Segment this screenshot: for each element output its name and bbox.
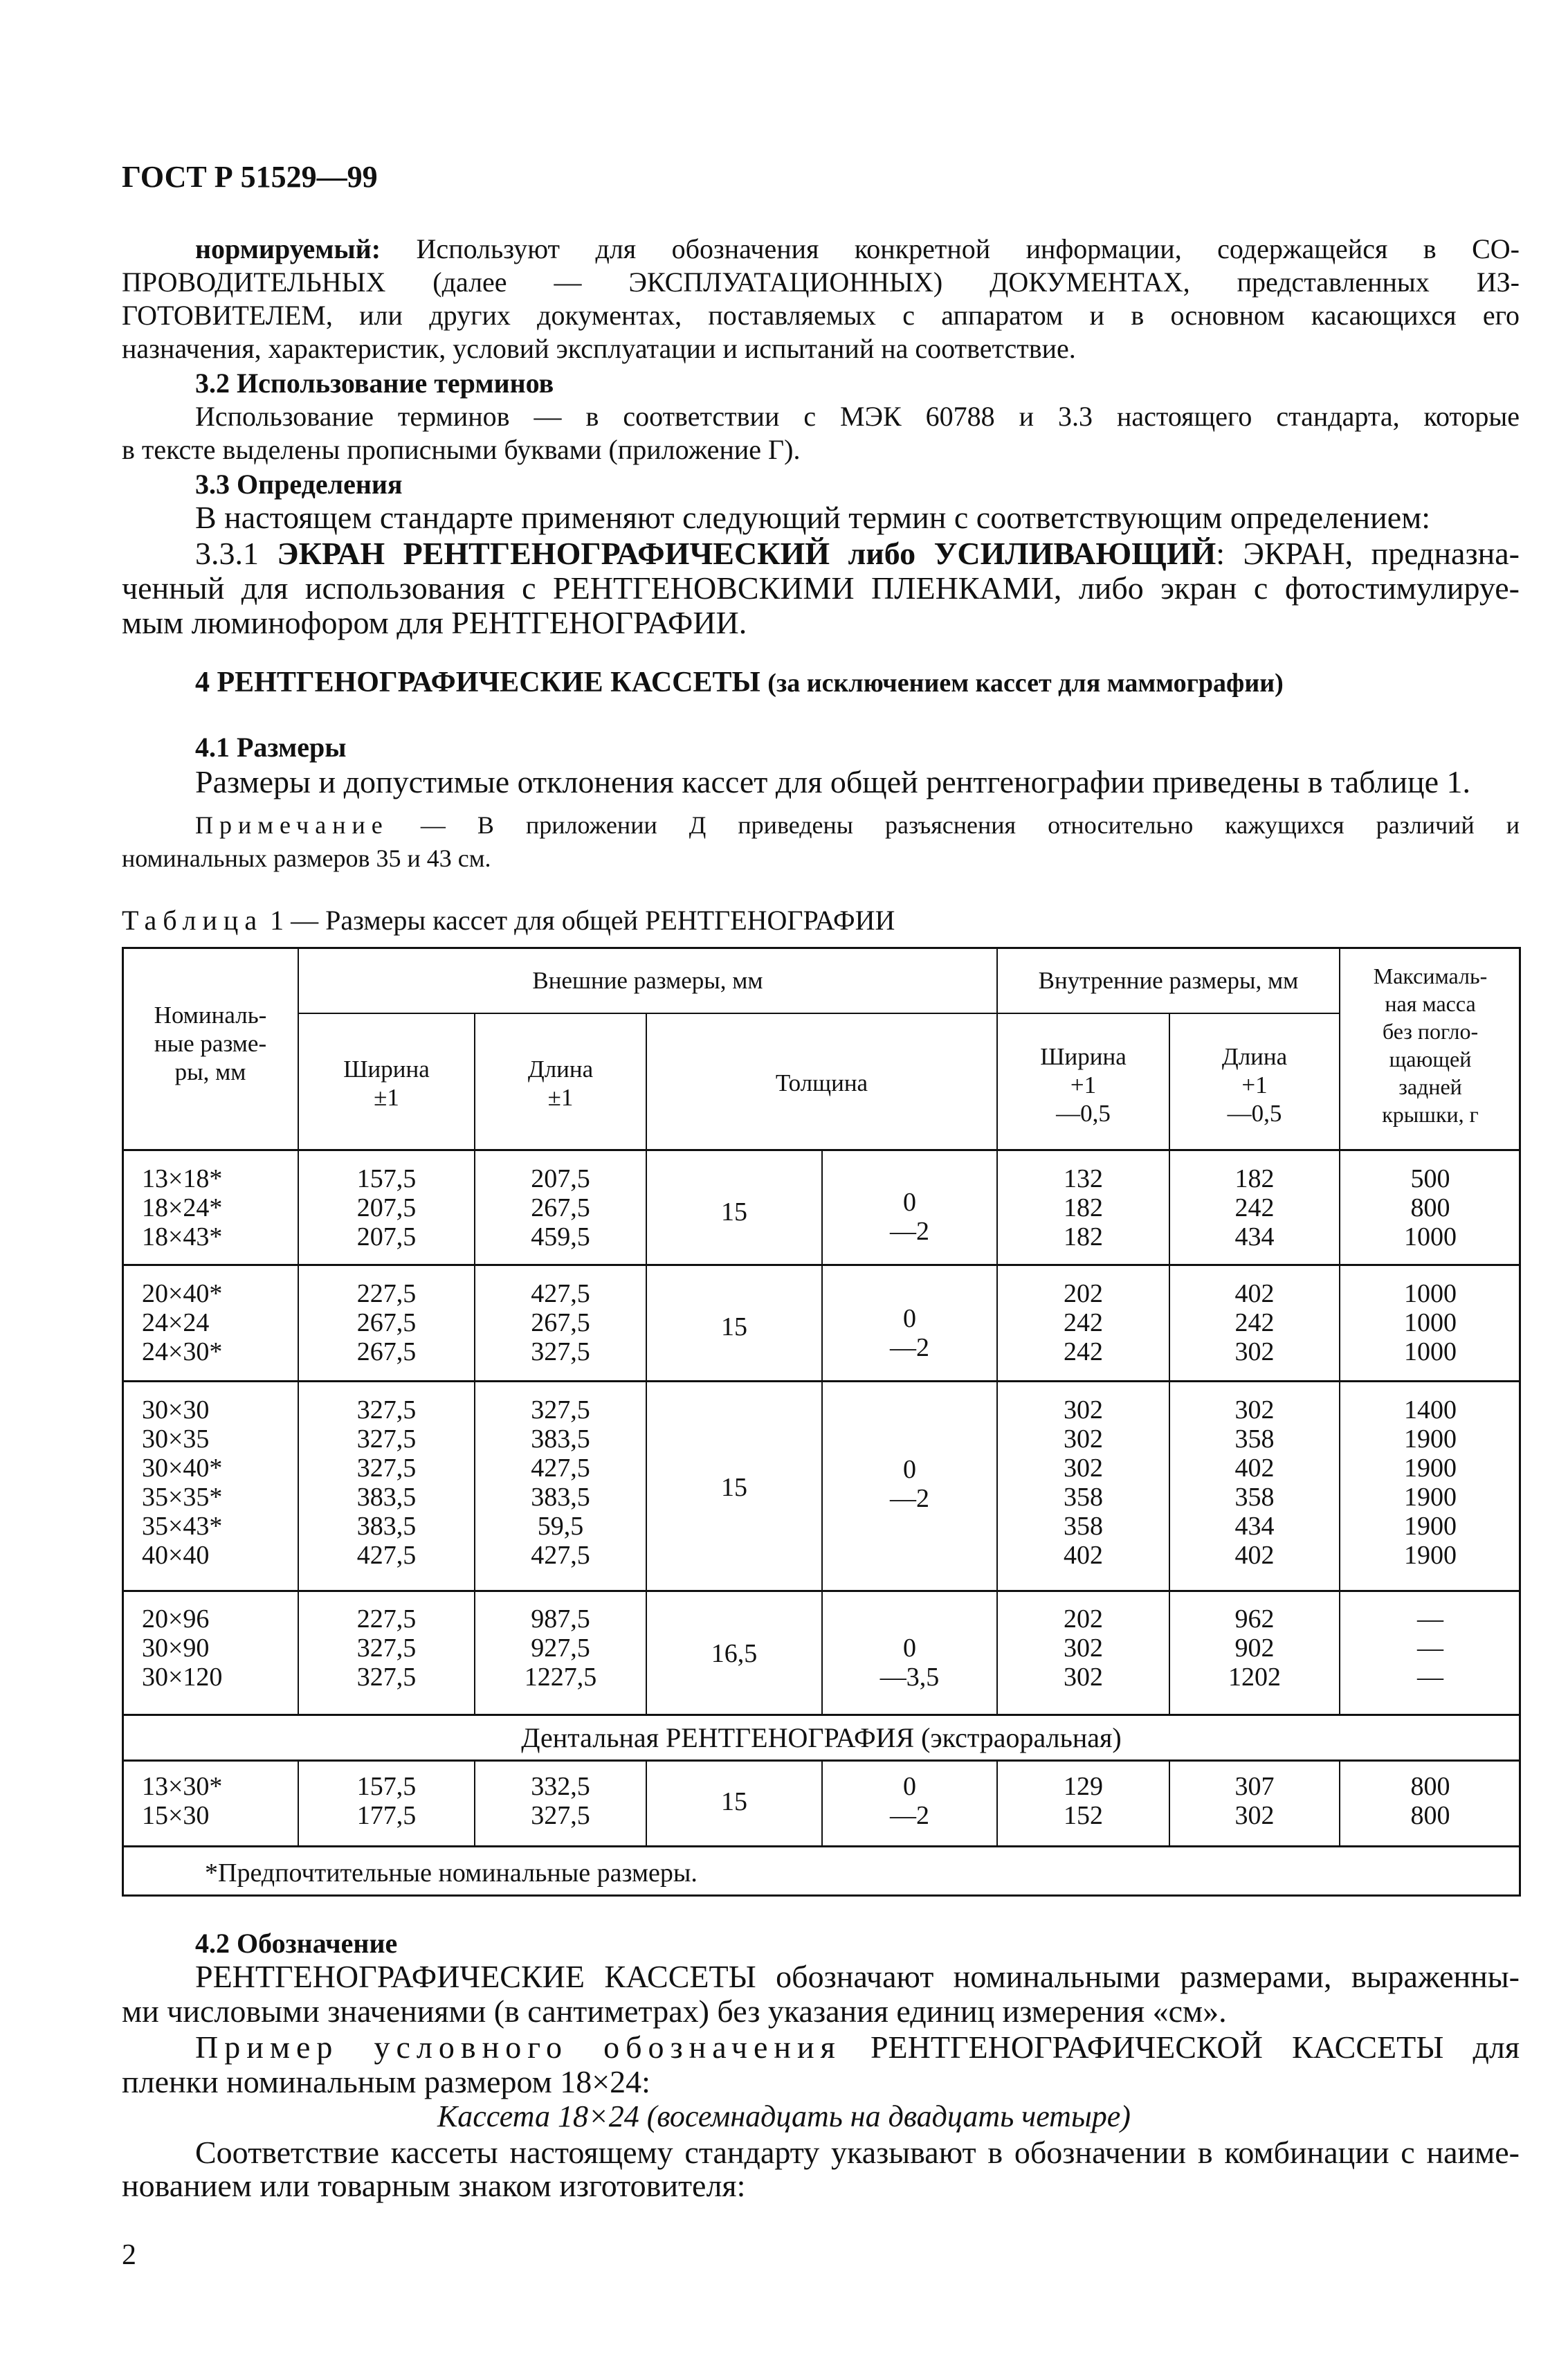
compliance-line-2: нованием или товарным знаком изготовителя: <box>122 2168 746 2203</box>
group-2-inner-width: 202 242 242 <box>1064 1279 1103 1366</box>
table-caption <box>122 904 895 937</box>
definition-or: либо <box>848 536 916 571</box>
group-1-tolerance: 0 —2 <box>890 1188 929 1246</box>
intro-line-3: ГОТОВИТЕЛЕМ, или других документах, поставляемых с аппаратом и в основном касающихся его <box>122 300 1520 331</box>
dental-mass: 800 800 <box>1410 1772 1450 1830</box>
s41-line: Размеры и допустимые отклонения кассет для общей рентгенографии приведены в таблице 1. <box>195 764 1471 799</box>
header-inner-length: Длина +1 —0,5 <box>1221 1043 1288 1127</box>
group-3-nominal: 30×30 30×35 30×40* 35×35* 35×43* 40×40 <box>142 1395 223 1570</box>
group-2-outer-length: 427,5 267,5 327,5 <box>531 1279 590 1366</box>
definition-line-3: мым люминофором для РЕНТГЕНОГРАФИИ. <box>122 605 747 640</box>
group-1-outer-length: 207,5 267,5 459,5 <box>531 1164 590 1251</box>
dental-inner-length: 307 302 <box>1234 1772 1275 1830</box>
group-2-thickness: 15 <box>721 1312 747 1341</box>
group-2-outer-width: 227,5 267,5 267,5 <box>356 1279 417 1366</box>
group-3-tolerance: 0 —2 <box>890 1455 929 1513</box>
table-label: Таблица <box>122 905 264 936</box>
definition-line-2: ченный для использования с РЕНТГЕНОВСКИМИ ПЛЕНКАМИ, либо экран с фотостимулируе- <box>122 570 1520 606</box>
group-4-nominal: 20×96 30×90 30×120 <box>142 1604 223 1692</box>
term-label: нормируемый: <box>195 233 381 264</box>
section-3-2-heading: 3.2 Использование терминов <box>195 368 554 399</box>
dental-tolerance: 0 —2 <box>890 1772 929 1830</box>
group-1-mass: 500 800 1000 <box>1404 1164 1457 1251</box>
header-outer: Внешние размеры, мм <box>532 967 763 994</box>
group-3-mass: 1400 1900 1900 1900 1900 1900 <box>1404 1395 1457 1570</box>
dental-inner-width: 129 152 <box>1064 1772 1103 1830</box>
table-rule <box>122 1714 1521 1716</box>
section-4-number: 4 <box>195 667 210 698</box>
table-rule <box>646 1013 647 1714</box>
group-2-mass: 1000 1000 1000 <box>1404 1279 1457 1366</box>
header-thickness: Толщина <box>775 1069 868 1096</box>
table-footnote: *Предпочтительные номинальные размеры. <box>205 1858 698 1888</box>
group-4-inner-length: 962 902 1202 <box>1228 1604 1281 1692</box>
compliance-line-1: Соответствие кассеты настоящему стандарту указывают в обозначении в комбинации с наиме- <box>195 2135 1520 2170</box>
intro-line-1 <box>195 233 1520 266</box>
example-line-2: пленки номинальным размером 18×24: <box>122 2064 650 2099</box>
table-rule <box>298 1013 1340 1014</box>
dental-thickness: 15 <box>721 1787 747 1816</box>
definition-number: 3.3.1 <box>195 536 259 571</box>
s33-line: В настоящем стандарте применяют следующий термин с соответствующим определением: <box>195 500 1431 535</box>
group-2-nominal: 20×40* 24×24 24×30* <box>142 1279 223 1366</box>
header-outer-width: Ширина ±1 <box>343 1056 430 1111</box>
s32-line-1: Использование терминов — в соответствии с МЭК 60788 и 3.3 настоящего стандарта, которые <box>195 401 1520 432</box>
header-inner-width: Ширина +1 —0,5 <box>1040 1043 1127 1127</box>
s42-line-1: РЕНТГЕНОГРАФИЧЕСКИЕ КАССЕТЫ обозначают номинальными размерами, выраженны- <box>195 1959 1520 1994</box>
group-4-tolerance: 0 —3,5 <box>879 1634 940 1692</box>
page-number: 2 <box>122 2239 136 2271</box>
table-title: 1 — Размеры кассет для общей РЕНТГЕНОГРАФИИ <box>270 905 895 936</box>
dental-title: Дентальная РЕНТГЕНОГРАФИЯ (экстраоральная) <box>521 1722 1122 1753</box>
note-text: — В приложении Д приведены разъяснения относительно кажущихся различий и <box>420 811 1520 839</box>
intro-line-4: назначения, характеристик, условий эксплуатации и испытаний на соответствие. <box>122 333 1076 364</box>
group-4-outer-length: 987,5 927,5 1227,5 <box>524 1604 597 1692</box>
section-4-subtitle: (за исключением кассет для маммографии) <box>767 669 1284 698</box>
group-3-inner-width: 302 302 302 358 358 402 <box>1064 1395 1103 1570</box>
dental-outer-width: 157,5 177,5 <box>356 1772 417 1830</box>
section-4-title: РЕНТГЕНОГРАФИЧЕСКИЕ КАССЕТЫ <box>217 667 760 698</box>
definition-line-1 <box>195 537 1520 570</box>
group-1-nominal: 13×18* 18×24* 18×43* <box>142 1164 223 1251</box>
example-designation: Кассета 18×24 (восемнадцать на двадцать четыре) <box>437 2099 1131 2133</box>
group-4-inner-width: 202 302 302 <box>1064 1604 1103 1692</box>
intro-line-2: ПРОВОДИТЕЛЬНЫХ (далее — ЭКСПЛУАТАЦИОННЫХ) ДОКУМЕНТАХ, представленных ИЗ- <box>122 266 1520 298</box>
s42-line-2: ми числовыми значениями (в сантиметрах) без указания единиц измерения «см». <box>122 1993 1227 2029</box>
group-1-inner-length: 182 242 434 <box>1234 1164 1275 1251</box>
section-4-1-heading: 4.1 Размеры <box>195 732 347 763</box>
section-4-heading <box>195 666 1284 700</box>
group-3-outer-length: 327,5 383,5 427,5 383,5 59,5 427,5 <box>531 1395 590 1570</box>
group-3-thickness: 15 <box>721 1473 747 1502</box>
header-nominal: Номиналь- ные разме- ры, мм <box>154 1002 267 1085</box>
group-2-inner-length: 402 242 302 <box>1234 1279 1275 1366</box>
note-label: Примечание <box>195 811 389 839</box>
group-1-thickness: 15 <box>721 1197 747 1227</box>
group-3-inner-length: 302 358 402 358 434 402 <box>1234 1395 1275 1570</box>
note-line-1 <box>195 810 1520 840</box>
definition-rest: : ЭКРАН, предназна- <box>1216 536 1520 571</box>
dental-outer-length: 332,5 327,5 <box>531 1772 590 1830</box>
group-3-outer-width: 327,5 327,5 327,5 383,5 383,5 427,5 <box>356 1395 417 1570</box>
example-text: РЕНТГЕНОГРАФИЧЕСКОЙ КАССЕТЫ для <box>870 2029 1520 2065</box>
example-label: Пример условного обозначения <box>195 2029 841 2065</box>
group-1-outer-width: 157,5 207,5 207,5 <box>356 1164 417 1251</box>
intro-text-1: Используют для обозначения конкретной информации, содержащейся в СО- <box>416 233 1520 264</box>
group-4-thickness: 16,5 <box>711 1639 758 1668</box>
table-rule <box>122 1845 1521 1847</box>
group-2-tolerance: 0 —2 <box>890 1304 929 1362</box>
header-outer-length: Длина ±1 <box>527 1056 594 1111</box>
group-4-outer-width: 227,5 327,5 327,5 <box>356 1604 417 1692</box>
note-line-2: номинальных размеров 35 и 43 см. <box>122 844 491 872</box>
header-inner: Внутренние размеры, мм <box>1038 967 1299 994</box>
dental-nominal: 13×30* 15×30 <box>142 1772 223 1830</box>
standard-header: ГОСТ Р 51529—99 <box>122 160 378 194</box>
s32-line-2: в тексте выделены прописными буквами (приложение Г). <box>122 434 801 465</box>
header-mass: Максималь- ная масса без погло- щающей задней крышки, г <box>1373 964 1488 1127</box>
definition-term-2: УСИЛИВАЮЩИЙ <box>933 536 1216 571</box>
definition-term-1: ЭКРАН РЕНТГЕНОГРАФИЧЕСКИЙ <box>277 536 830 571</box>
group-4-mass: — — — <box>1417 1604 1443 1692</box>
example-line-1 <box>195 2031 1520 2064</box>
section-4-2-heading: 4.2 Обозначение <box>195 1928 398 1959</box>
group-1-inner-width: 132 182 182 <box>1064 1164 1103 1251</box>
section-3-3-heading: 3.3 Определения <box>195 469 403 500</box>
